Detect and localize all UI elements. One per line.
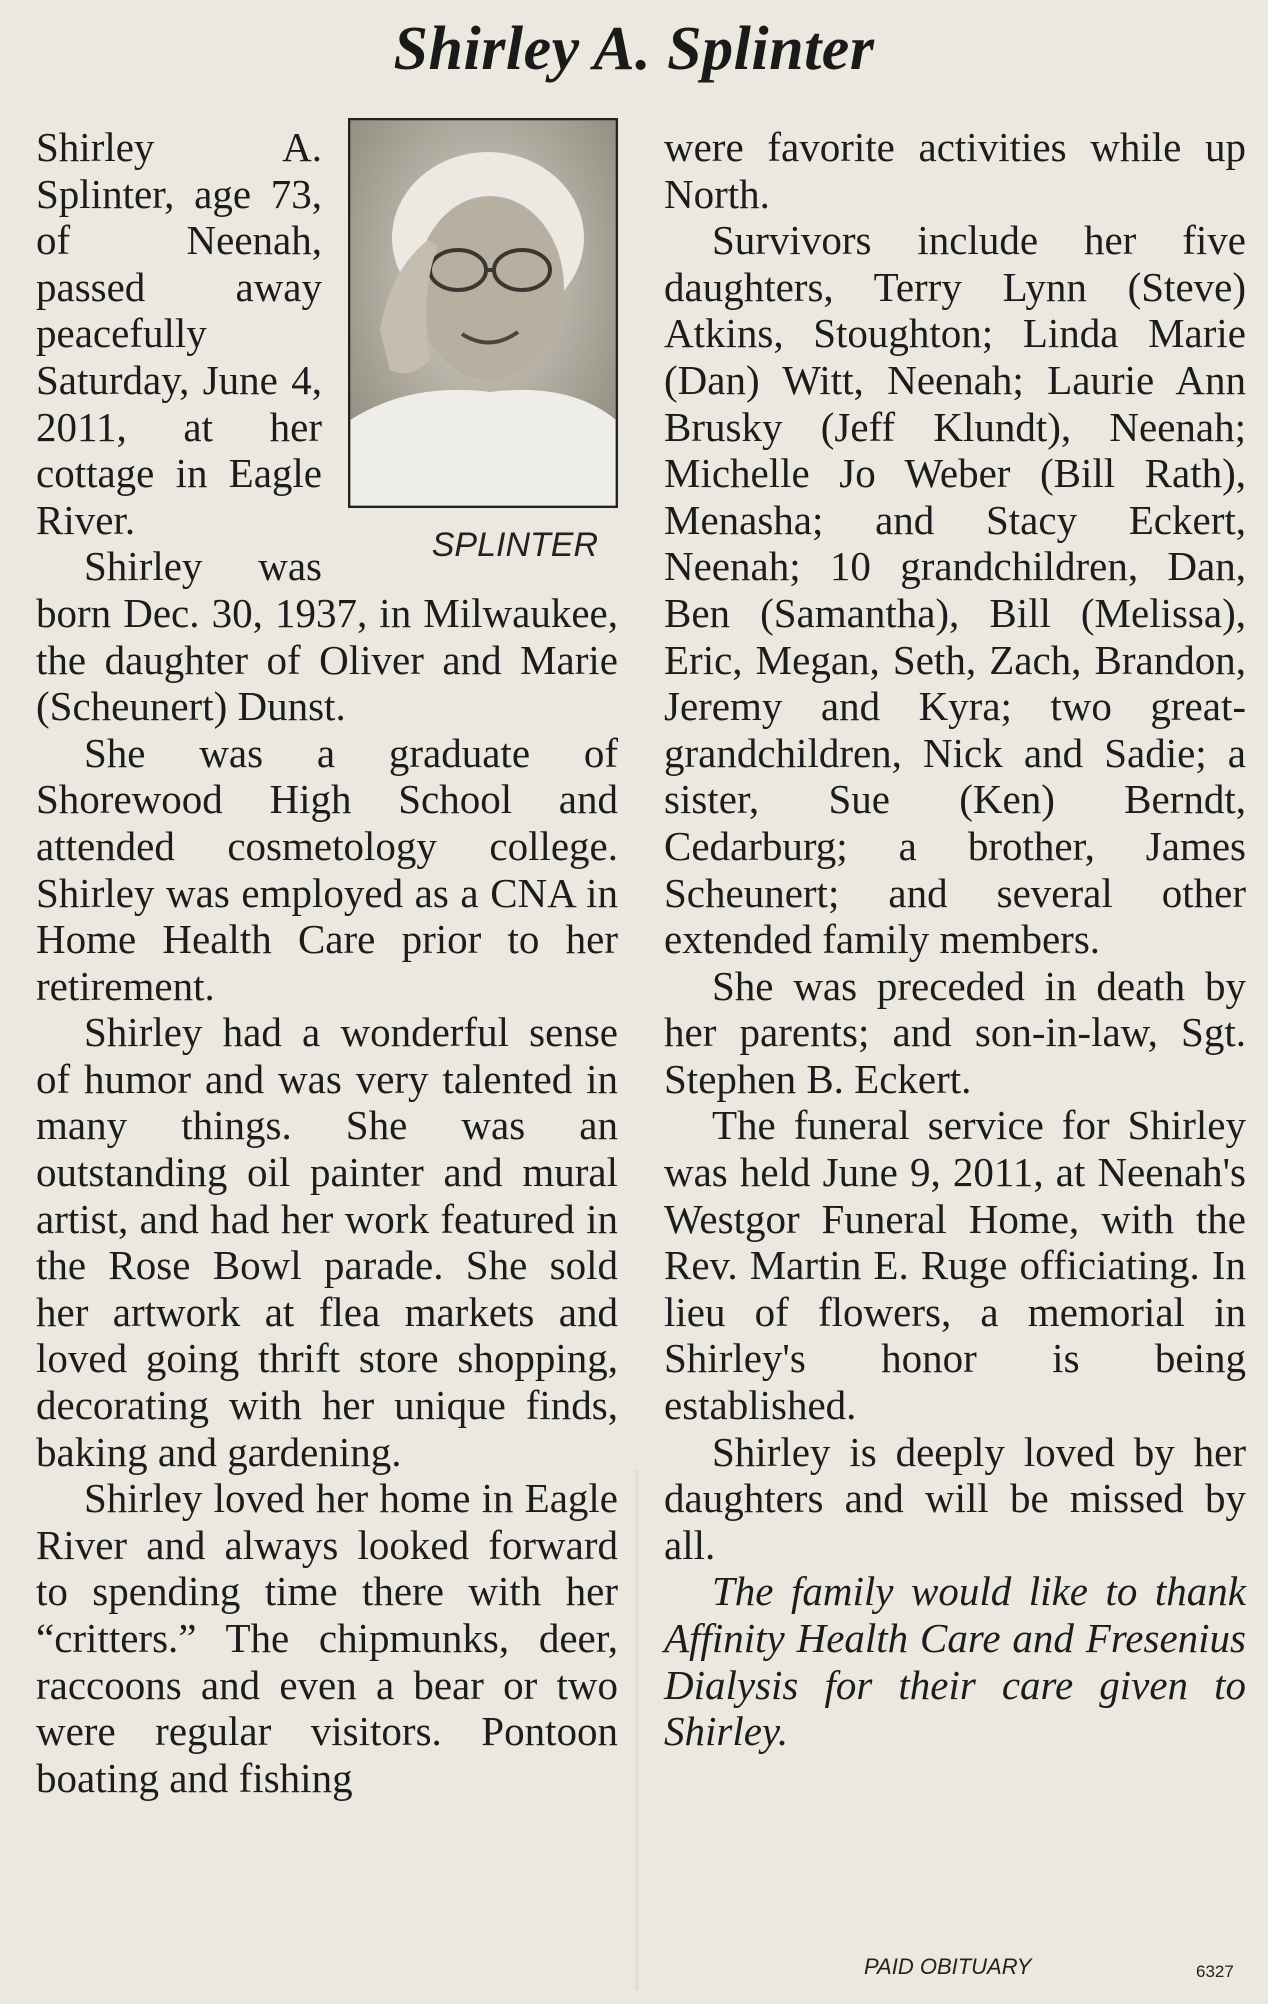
paragraph: The funeral service for Shirley was held June 9, 2011, at Neenah's Westgor Funeral Home, with the Rev. Martin E. Ruge officiating. In lieu of flowers, a memorial in Shirley's honor is being established.	[664, 1102, 1246, 1429]
paid-obituary-label: PAID OBITUARY	[864, 1954, 1032, 1979]
portrait-image	[350, 120, 616, 506]
left-column	[36, 124, 618, 1801]
right-column	[664, 124, 1246, 1755]
paragraph: Shirley was born Dec. 30, 1937, in Milwaukee, the daughter of Oliver and Marie (Scheunert) Dunst.	[36, 543, 618, 730]
paragraph: Shirley is deeply loved by her daughters and will be missed by all.	[664, 1428, 1246, 1568]
portrait-photo	[348, 118, 618, 508]
obituary-title: Shirley A. Splinter	[393, 15, 875, 83]
ad-number: 6327	[1196, 1962, 1234, 1981]
thank-you-note: The family would like to thank Affinity Health Care and Fresenius Dialysis for their care given to Shirley.	[664, 1568, 1246, 1755]
photo-block	[340, 118, 618, 578]
paragraph: Shirley had a wonderful sense of humor and was very talented in many things. She was an outstanding oil painter and mural artist, and had her work featured in the Rose Bowl parade. She sold her artwork at flea markets and loved going thrift store shopping, decorating with her unique finds, baking and gardening.	[36, 1009, 618, 1475]
paragraph: Shirley loved her home in Eagle River and always looked forward to spending time there with her “critters.” The chipmunks, deer, raccoons and even a bear or two were regular visitors. Pontoon boating and fishing	[36, 1475, 618, 1801]
photo-caption: SPLINTER	[431, 526, 598, 564]
paragraph: She was preceded in death by her parents; and son-in-law, Sgt. Stephen B. Eckert.	[664, 962, 1246, 1102]
paper-crease	[634, 1470, 640, 1990]
paragraph: Shirley A. Splinter, age 73, of Neenah, passed away peacefully Saturday, June 4, 2011, at her cottage in Eagle River.	[36, 124, 322, 543]
paragraph: were favorite activities while up North.	[664, 124, 1246, 217]
paragraph: Survivors include her five daughters, Terry Lynn (Steve) Atkins, Stoughton; Linda Marie (Dan) Witt, Neenah; Laurie Ann Brusky (Jeff Klundt), Neenah; Michelle Jo Weber (Bill Rath), Menasha; and Stacy Eckert, Neenah; 10 grandchildren, Dan, Ben (Samantha), Bill (Melissa), Eric, Megan, Seth, Zach, Brandon, Jeremy and Kyra; two great-grandchildren, Nick and Sadie; a sister, Sue (Ken) Berndt, Cedarburg; a brother, James Scheunert; and several other extended family members.	[664, 217, 1246, 963]
paragraph: She was a graduate of Shorewood High School and attended cosmetology college. Shirley was employed as a CNA in Home Health Care prior to her retirement.	[36, 729, 618, 1009]
